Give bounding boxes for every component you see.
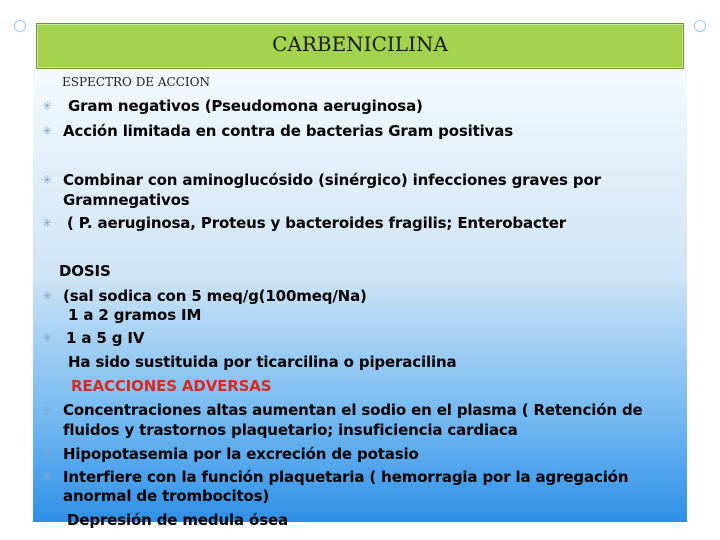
corner-decoration-icon bbox=[14, 20, 26, 32]
dosis-heading: DOSIS bbox=[59, 262, 111, 280]
bullet-icon: ✳ bbox=[42, 216, 53, 230]
list-item: Depresión de medula ósea bbox=[67, 511, 288, 529]
list-item: 1 a 2 gramos IM bbox=[68, 306, 202, 324]
list-item: Interfiere con la función plaquetaria ( hemorragia por la agregación bbox=[63, 468, 629, 486]
list-item: Acción limitada en contra de bacterias Gram positivas bbox=[63, 122, 514, 140]
list-item: Combinar con aminoglucósido (sinérgico) infecciones graves por bbox=[63, 171, 601, 189]
list-item: Gramnegativos bbox=[63, 191, 190, 209]
adverse-reactions-heading: REACCIONES ADVERSAS bbox=[71, 377, 272, 395]
section-heading: ESPECTRO DE ACCION bbox=[62, 75, 210, 89]
corner-decoration-icon bbox=[694, 20, 706, 32]
bullet-icon: ✳ bbox=[42, 331, 53, 345]
bullet-icon: ✳ bbox=[42, 404, 53, 418]
list-item: ( P. aeruginosa, Proteus y bacteroides fragilis; Enterobacter bbox=[67, 214, 566, 232]
title-box bbox=[36, 23, 684, 69]
list-item: Gram negativos (Pseudomona aeruginosa) bbox=[68, 97, 423, 115]
bullet-icon: ✳ bbox=[42, 470, 53, 484]
list-item: anormal de trombocitos) bbox=[63, 487, 270, 505]
slide-title: CARBENICILINA bbox=[272, 32, 448, 56]
list-item: Ha sido sustituida por ticarcilina o piperacilina bbox=[68, 353, 457, 371]
list-item: (sal sodica con 5 meq/g(100meq/Na) bbox=[63, 287, 367, 305]
list-item: fluidos y trastornos plaquetario; insuficiencia cardiaca bbox=[63, 421, 518, 439]
bullet-icon: ✳ bbox=[42, 289, 53, 303]
list-item: 1 a 5 g IV bbox=[66, 329, 145, 347]
list-item: Concentraciones altas aumentan el sodio en el plasma ( Retención de bbox=[63, 401, 643, 419]
bullet-icon: ✳ bbox=[42, 447, 53, 461]
bullet-icon: ✳ bbox=[42, 124, 53, 138]
bullet-icon: ✳ bbox=[42, 173, 53, 187]
bullet-icon: ✳ bbox=[42, 99, 53, 113]
list-item: Hipopotasemia por la excreción de potasio bbox=[63, 445, 419, 463]
